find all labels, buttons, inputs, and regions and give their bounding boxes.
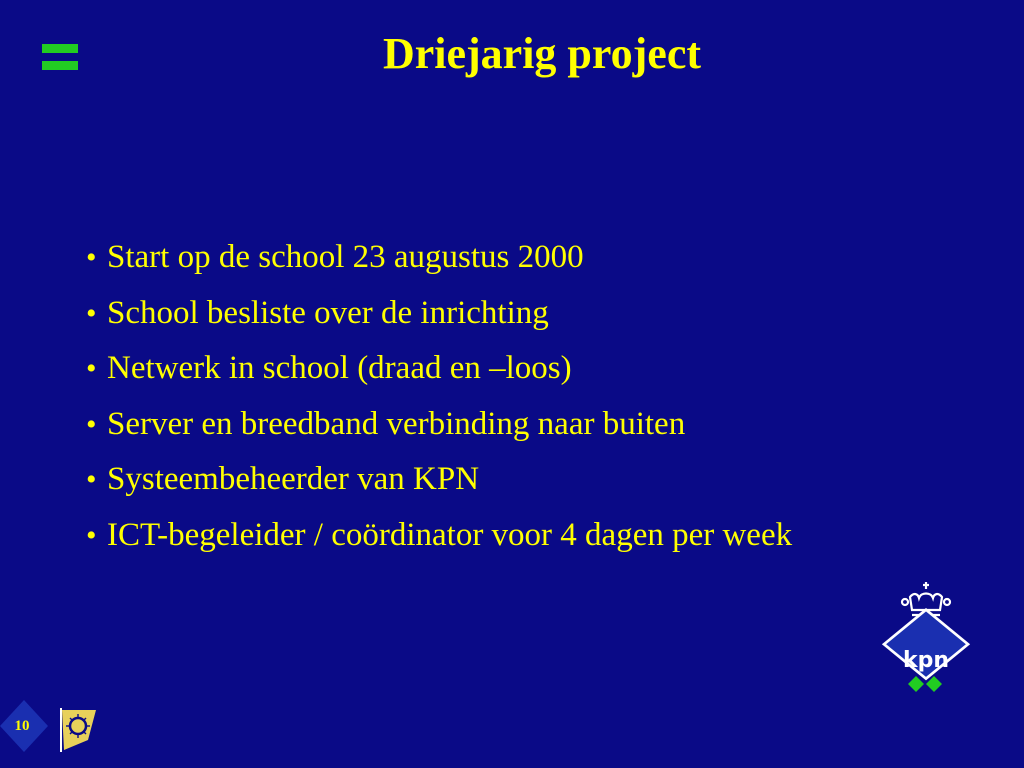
- kpn-logo-text: kpn: [902, 648, 950, 673]
- slide-title: Driejarig project: [382, 29, 702, 78]
- green-diamond-left: [908, 676, 924, 692]
- bullet-text: School besliste over de inrichting: [107, 294, 549, 331]
- bullet-text: Start op de school 23 augustus 2000: [107, 239, 584, 275]
- bullet-icon: •: [86, 241, 97, 274]
- bullet-list: [86, 230, 986, 563]
- bullet-icon: •: [86, 296, 97, 330]
- bullet-item: [86, 286, 986, 342]
- bullet-item: [86, 397, 986, 453]
- bullet-item: [86, 341, 986, 397]
- bullet-item: [86, 452, 986, 508]
- bullet-icon: •: [86, 352, 97, 385]
- page-number: 10: [14, 718, 30, 734]
- bullet-text: Netwerk in school (draad en –loos): [107, 350, 572, 386]
- bullet-text: Systeembeheerder van KPN: [107, 461, 480, 497]
- kpn-logo: [878, 580, 974, 698]
- flag-sun-icon: [56, 706, 98, 754]
- bullet-icon: •: [86, 518, 97, 552]
- bullet-text: ICT-begeleider / coördinator voor 4 dagen per week: [107, 516, 793, 553]
- bullet-icon: •: [86, 407, 97, 441]
- bullet-icon: •: [86, 463, 97, 496]
- bullet-text: Server en breedband verbinding naar buiten: [107, 405, 686, 442]
- bullet-item: [86, 230, 986, 286]
- bullet-item: [86, 508, 986, 564]
